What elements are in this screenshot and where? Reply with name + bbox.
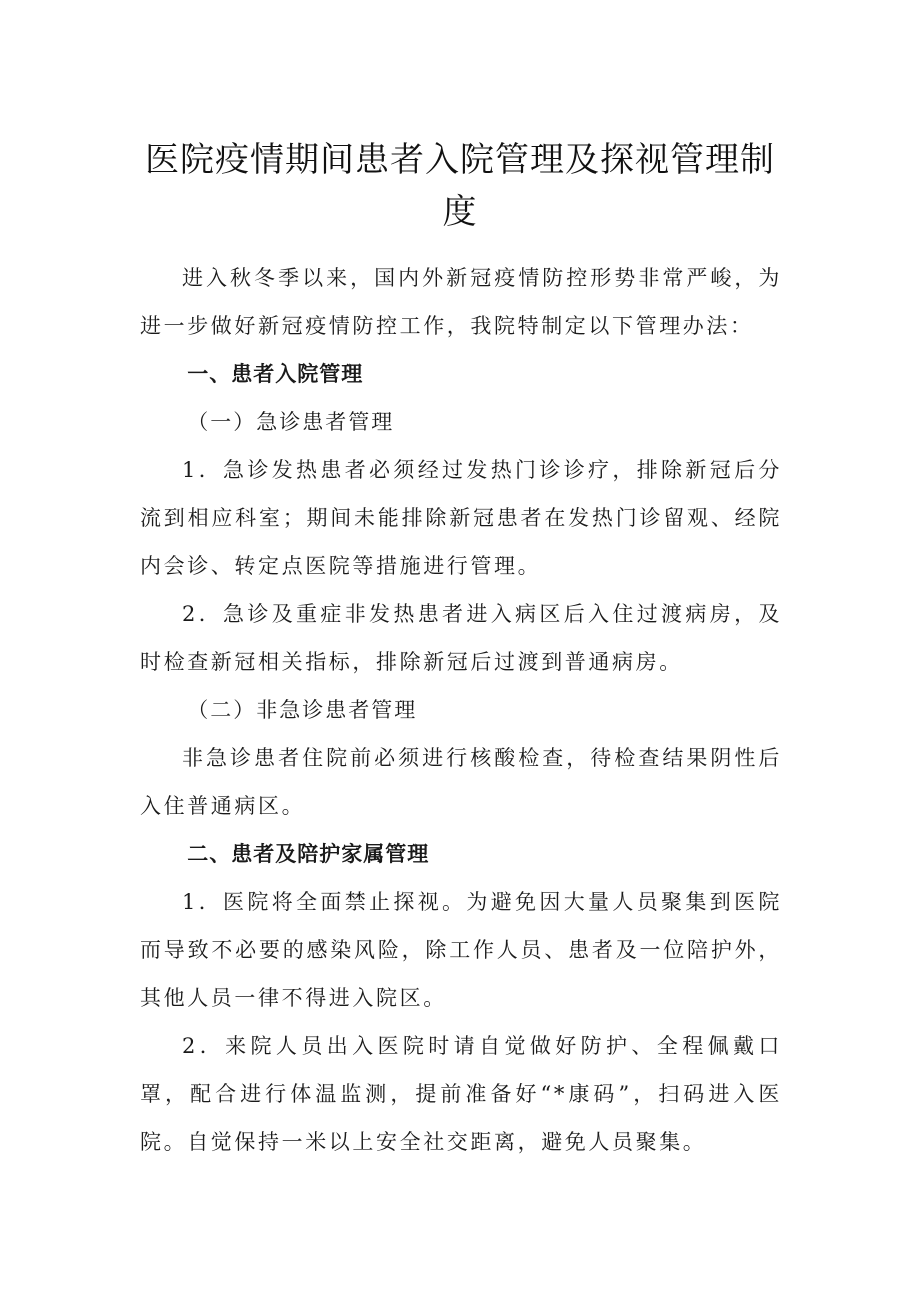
- document-title: [140, 134, 780, 238]
- section-1-sub-1-item-2: 2．急诊及重症非发热患者进入病区后入住过渡病房，及时检查新冠相关指标，排除新冠后过渡到普通病房。: [140, 602, 782, 674]
- section-2-item-2: 2．来院人员出入医院时请自觉做好防护、全程佩戴口罩，配合进行体温监测，提前准备好“*康码”，扫码进入医院。自觉保持一米以上安全社交距离，避免人员聚集。: [140, 1034, 782, 1154]
- section-2-item-1: 1．医院将全面禁止探视。为避免因大量人员聚集到医院而导致不必要的感染风险，除工作人员、患者及一位陪护外，其他人员一律不得进入院区。: [140, 890, 782, 1010]
- section-1-sub-1-heading: （一）急诊患者管理: [187, 410, 395, 434]
- title-line-1: 医院疫情期间患者入院管理及探视管理制: [145, 140, 775, 180]
- title-line-2: 度: [442, 192, 478, 232]
- document-body: [140, 254, 782, 1166]
- section-1-heading: 一、患者入院管理: [187, 362, 364, 386]
- section-1-sub-1-item-1: 1．急诊发热患者必须经过发热门诊诊疗，排除新冠后分流到相应科室；期间未能排除新冠患者在发热门诊留观、经院内会诊、转定点医院等措施进行管理。: [140, 458, 782, 578]
- section-1-sub-2-text: 非急诊患者住院前必须进行核酸检查，待检查结果阴性后入住普通病区。: [140, 746, 782, 818]
- intro-paragraph: 进入秋冬季以来，国内外新冠疫情防控形势非常严峻，为进一步做好新冠疫情防控工作，我院特制定以下管理办法：: [140, 266, 782, 338]
- section-1-sub-2-heading: （二）非急诊患者管理: [187, 698, 418, 722]
- section-2-heading: 二、患者及陪护家属管理: [187, 842, 430, 866]
